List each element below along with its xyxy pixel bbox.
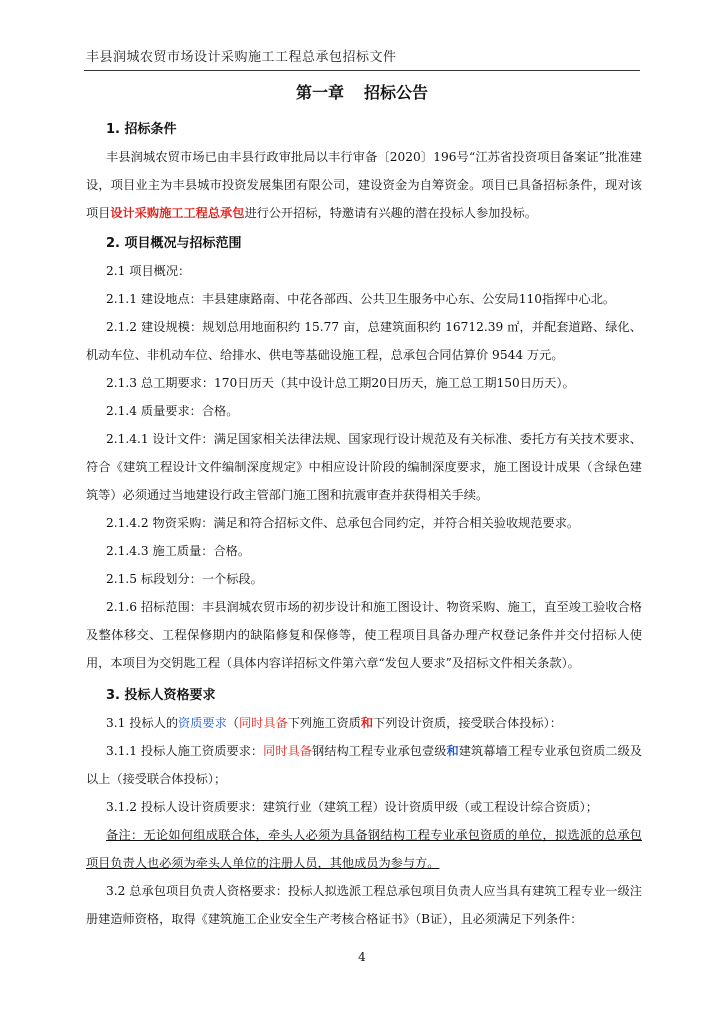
item-3-1-1: 3.1.1 投标人施工资质要求：同时具备钢结构工程专业承包壹级和建筑幕墙工程专业承包资质二级及以上（接受联合体投标）； bbox=[86, 744, 643, 786]
item-2-1-5: 2.1.5 标段划分：一个标段。 bbox=[106, 572, 263, 586]
document-header: 丰县润城农贸市场设计采购施工工程总承包招标文件 bbox=[86, 50, 397, 65]
item-2-1-4: 2.1.4 质量要求：合格。 bbox=[106, 404, 239, 418]
item-3-1: 3.1 投标人的资质要求（同时具备下列施工资质和下列设计资质，接受联合体投标）： bbox=[106, 716, 562, 730]
item-2-1-6: 2.1.6 招标范围：丰县润城农贸市场的初步设计和施工图设计、物资采购、施工，直至竣工验收合格及整体移交、工程保修期内的缺陷修复和保修等，使工程项目具备办理产权登记条件并交付招标人使用，本项目为交钥匙工程（具体内容详招标文件第六章“发包人要求”及招标文件相关条款）。 bbox=[86, 600, 642, 670]
item-2-1-4-2: 2.1.4.2 物资采购：满足和符合招标文件、总承包合同约定，并符合相关验收规范要求。 bbox=[106, 516, 580, 530]
section-heading-2: 2. 项目概况与招标范围 bbox=[106, 236, 242, 251]
chapter-number: 第一章 bbox=[295, 83, 344, 102]
chapter-name: 招标公告 bbox=[364, 83, 429, 102]
item-2-1-4-1: 2.1.4.1 设计文件：满足国家相关法律法规、国家现行设计规范及有关标准、委托方有关技术要求、符合《建筑工程设计文件编制深度规定》中相应设计阶段的编制深度要求，施工图设计成果（含绿色建筑等）必须通过当地建设行政主管部门施工图和抗震审查并获得相关手续。 bbox=[86, 432, 642, 502]
header-rule bbox=[84, 70, 640, 71]
item-2-1-2: 2.1.2 建设规模：规划总用地面积约 15.77 亩，总建筑面积约 16712.39 ㎡，并配套道路、绿化、机动车位、非机动车位、给排水、供电等基础设施工程，总承包合同估算价 9544 万元。 bbox=[86, 320, 642, 362]
item-2-1-3: 2.1.3 总工期要求：170日历天（其中设计总工期20日历天，施工总工期150日历天）。 bbox=[106, 376, 575, 390]
chapter-title bbox=[0, 80, 724, 103]
item-2-1: 2.1 项目概况： bbox=[106, 264, 191, 278]
highlight-project-name: 设计采购施工工程总承包 bbox=[110, 206, 245, 220]
item-3-2: 3.2 总承包项目负责人资格要求：投标人拟选派工程总承包项目负责人应当具有建筑工程专业一级注册建造师资格，取得《建筑施工企业安全生产考核合格证书》（B证），且必须满足下列条件： bbox=[86, 884, 642, 926]
item-2-1-1: 2.1.1 建设地点：丰县建康路南、中花各部西、公共卫生服务中心东、公安局110指挥中心北。 bbox=[106, 292, 616, 306]
section-heading-3: 3. 投标人资格要求 bbox=[106, 688, 216, 703]
paragraph-bidding-conditions: 丰县润城农贸市场已由丰县行政审批局以丰行审备〔2020〕196号“江苏省投资项目备案证”批准建设，项目业主为丰县城市投资发展集团有限公司，建设资金为自筹资金。项目已具备招标条件，现对该项目设计采购施工工程总承包进行公开招标，特邀请有兴趣的潜在投标人参加投标。 bbox=[86, 150, 642, 220]
page-number: 4 bbox=[358, 950, 366, 964]
section-heading-1: 1. 招标条件 bbox=[106, 122, 177, 137]
item-2-1-4-3: 2.1.4.3 施工质量：合格。 bbox=[106, 544, 251, 558]
item-3-1-2: 3.1.2 投标人设计资质要求：建筑行业（建筑工程）设计资质甲级（或工程设计综合资质）； bbox=[106, 800, 598, 814]
remark-note: 备注：无论如何组成联合体，牵头人必须为具备钢结构工程专业承包资质的单位，拟选派的总承包项目负责人也必须为牵头人单位的注册人员，其他成员为参与方。 bbox=[86, 828, 642, 870]
